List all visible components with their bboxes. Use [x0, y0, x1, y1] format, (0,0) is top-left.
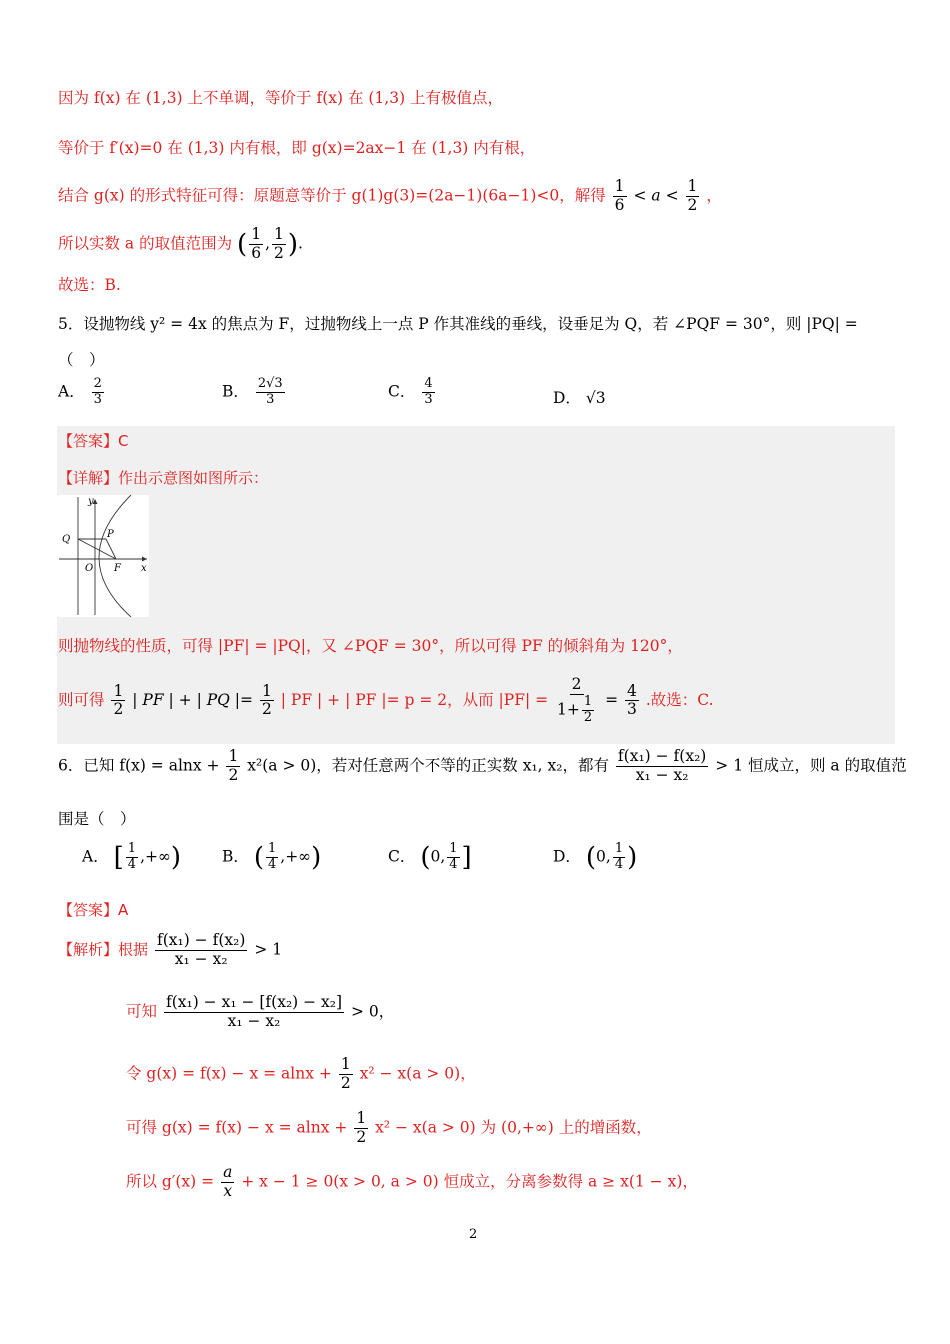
frac-num: a: [223, 1163, 233, 1181]
frac-den: 2: [228, 765, 239, 784]
frac-den: 4: [449, 856, 458, 872]
frac-den: 2: [261, 700, 272, 719]
q5-option-a: [58, 377, 106, 408]
frac-num: 1: [113, 681, 124, 700]
prev-line-3: [58, 178, 722, 215]
frac-half: [354, 1110, 368, 1147]
q6-step-1: [126, 994, 394, 1031]
frac-den: 4: [267, 856, 277, 872]
prev-line-3-text: 结合 g(x) 的形式特征可得：原题意等价于 g(1)g(3)=(2a−1)(6a−1)<0，解得: [58, 186, 606, 205]
frac-den: 6: [251, 243, 262, 262]
detail-line-2-a: 则可得: [58, 690, 105, 709]
frac-one-half: [686, 178, 700, 215]
q6-option-b: [222, 842, 321, 873]
frac-den: 4: [614, 856, 624, 872]
step-3-pre: 可得 g(x) = f(x) − x = alnx +: [126, 1118, 348, 1137]
frac-num: 2: [571, 675, 582, 693]
option-frac: [266, 842, 278, 873]
q6-step-2: [126, 1056, 476, 1093]
frac-den: [555, 695, 598, 726]
frac-num: 1: [267, 841, 277, 856]
frac-den: 2: [356, 1127, 367, 1146]
analysis-title: 【解析】根据: [58, 940, 149, 959]
option-frac: [422, 377, 434, 408]
option-label: B．: [222, 382, 249, 401]
prev-line-1: 因为 f(x) 在 (1,3) 上不单调，等价于 f(x) 在 (1,3) 上有极值点，: [58, 89, 504, 107]
step-1-pre: 可知: [126, 1002, 158, 1021]
q6-stem-b: x²(a > 0)，若对任意两个不等的正实数 x₁, x₂，都有: [247, 756, 609, 775]
frac-den: 6: [614, 195, 625, 214]
frac-num: 1: [614, 177, 625, 195]
detail-line-2-c: | PF | + | PF |= p = 2，从而 |PF| =: [280, 690, 549, 709]
frac-num: 2√3: [257, 376, 283, 391]
option-label: D．: [553, 847, 581, 866]
label-f: F: [114, 563, 121, 574]
plus-inf: ,+∞: [140, 847, 171, 866]
q5-option-c: [388, 377, 437, 408]
q5-option-b: [222, 377, 287, 408]
frac-half: [226, 748, 240, 785]
bracket: ]: [461, 842, 472, 873]
option-label: C．: [388, 847, 416, 866]
option-frac: [256, 377, 285, 408]
frac-num: f(x₁) − f(x₂): [156, 931, 246, 949]
frac-num: 1: [127, 841, 137, 856]
step-3-post: x² − x(a > 0) 为 (0,+∞) 上的增函数，: [375, 1118, 652, 1137]
frac-den: 3: [627, 700, 637, 719]
page-number: 2: [469, 1227, 478, 1242]
frac-den: 4: [127, 856, 137, 872]
step-2-post: x² − x(a > 0)，: [359, 1064, 476, 1083]
frac-num: 1: [274, 225, 284, 243]
q6-stem-a: 6．已知 f(x) = alnx +: [58, 756, 220, 775]
option-frac: [613, 842, 625, 873]
frac-den: 2: [274, 243, 284, 262]
label-p: P: [107, 529, 114, 540]
q6-step-3: [126, 1110, 652, 1147]
option-frac: [126, 842, 138, 873]
label-q: Q: [62, 534, 71, 545]
frac-den: x₁ − x₂: [635, 765, 689, 784]
prev-line-3-end: ，: [706, 186, 722, 205]
step-4-post: + x − 1 ≥ 0(x > 0, a > 0) 恒成立，分离参数得 a ≥ x(1 − x)，: [241, 1172, 698, 1191]
analysis-frac: [155, 932, 247, 969]
frac-num: 1: [687, 177, 698, 195]
frac-four-thirds: [625, 683, 639, 720]
q5-detail-title: 【详解】作出示意图如图所示：: [58, 469, 269, 487]
frac-den: 2: [113, 700, 124, 719]
frac-den: x₁ − x₂: [227, 1011, 281, 1030]
option-label: A．: [82, 847, 109, 866]
bracket: [: [113, 842, 124, 873]
q6-answer: 【答案】A: [58, 901, 129, 919]
frac-num: 4: [627, 681, 637, 700]
q6-stem-frac: [616, 748, 708, 785]
zero: 0,: [430, 847, 446, 866]
q5-answer: 【答案】C: [58, 432, 129, 450]
frac-half: [339, 1056, 353, 1093]
option-value: √3: [585, 389, 606, 407]
frac-num: 1: [228, 747, 239, 765]
frac-den: 3: [93, 391, 102, 407]
label-o: O: [85, 563, 94, 574]
frac-den: 2: [687, 195, 698, 214]
step-2-pre: 令 g(x) = f(x) − x = alnx +: [126, 1064, 332, 1083]
prev-line-4-text: 所以实数 a 的取值范围为: [58, 234, 233, 253]
q6-stem-line-2: 围是（ ）: [58, 810, 136, 828]
frac-den: 3: [424, 391, 433, 407]
q6-option-a: [82, 842, 181, 873]
frac-half: [111, 683, 125, 720]
q6-option-c: [388, 842, 472, 873]
paren: ): [311, 842, 322, 873]
paren: (: [585, 842, 597, 873]
analysis-gt: > 1: [254, 940, 283, 959]
frac-num: 1: [340, 1055, 351, 1073]
step-4-pre: 所以 g′(x) =: [126, 1172, 215, 1191]
q6-analysis-line: [58, 932, 282, 969]
prev-line-3-mid: < a <: [633, 186, 679, 205]
frac-num: 1: [356, 1109, 367, 1127]
q5-detail-line-2: [58, 676, 714, 726]
prev-line-5: 故选：B.: [58, 276, 121, 294]
frac-one-half: [272, 226, 286, 263]
frac-den: 3: [266, 391, 275, 407]
paren: (: [253, 842, 264, 873]
step-1-post: > 0，: [351, 1002, 395, 1021]
option-label: A．: [58, 382, 85, 401]
frac-den: 2: [340, 1073, 351, 1092]
paren: ): [627, 842, 638, 873]
option-frac: [92, 377, 104, 408]
paren: ): [170, 842, 182, 873]
q5-option-d: [553, 386, 606, 408]
open-paren: (: [237, 229, 248, 260]
q5-stem: 5．设抛物线 y² = 4x 的焦点为 F，过抛物线上一点 P 作其准线的垂线，设垂足为 Q，若 ∠PQF = 30°，则 |PQ| =: [58, 315, 858, 333]
option-label: C．: [388, 382, 416, 401]
label-x: x: [141, 563, 147, 574]
q6-option-d: [553, 842, 637, 873]
frac-num: 1: [583, 693, 593, 709]
option-frac: [447, 842, 459, 873]
equals: =: [605, 690, 619, 709]
frac-num: 1: [614, 841, 624, 856]
frac-num: 1: [449, 841, 458, 856]
detail-line-2-b: | PF | + | PQ |=: [132, 690, 254, 709]
q6-step-4: [126, 1164, 698, 1201]
prev-line-4: [58, 226, 303, 263]
frac-one-sixth: [613, 178, 627, 215]
frac-den: 2: [583, 709, 593, 725]
figure-background: [57, 495, 149, 617]
frac-den: x₁ − x₂: [174, 949, 228, 968]
den-prefix: 1+: [557, 700, 580, 719]
inner-frac-half: [582, 695, 594, 726]
comma: ,: [265, 234, 271, 253]
frac-den: x: [223, 1181, 233, 1200]
detail-line-2-end: .故选：C.: [645, 690, 714, 709]
frac-num: 4: [424, 376, 433, 391]
prev-line-4-end: .: [298, 234, 303, 253]
paren: (: [420, 842, 431, 873]
step-4-frac: [221, 1164, 234, 1201]
q6-stem-c: > 1 恒成立，则 a 的取值范: [715, 756, 907, 775]
parabola-figure: [57, 495, 149, 617]
q5-detail-line-1: 则抛物线的性质，可得 |PF| = |PQ|，又 ∠PQF = 30°，所以可得 PF 的倾斜角为 120°，: [58, 637, 683, 655]
frac-num: f(x₁) − x₁ − [f(x₂) − x₂]: [165, 993, 343, 1011]
q5-paren: （ ）: [58, 351, 105, 369]
frac-one-sixth: [249, 226, 263, 263]
label-y: y: [88, 496, 94, 507]
zero: 0,: [596, 847, 611, 866]
frac-half: [260, 683, 274, 720]
frac-num: 1: [251, 225, 262, 243]
frac-num: 2: [93, 376, 102, 391]
prev-line-2: 等价于 f′(x)=0 在 (1,3) 内有根，即 g(x)=2ax−1 在 (1,3) 内有根，: [58, 139, 536, 157]
q6-stem: [58, 748, 907, 785]
frac-num: 1: [261, 681, 272, 700]
option-label: B．: [222, 847, 249, 866]
option-label: D．: [553, 389, 581, 407]
close-paren: ): [287, 229, 299, 260]
plus-inf: ,+∞: [280, 847, 312, 866]
frac-num: f(x₁) − f(x₂): [617, 747, 707, 765]
frac-two-over: [555, 676, 598, 726]
step-1-frac: [164, 994, 344, 1031]
